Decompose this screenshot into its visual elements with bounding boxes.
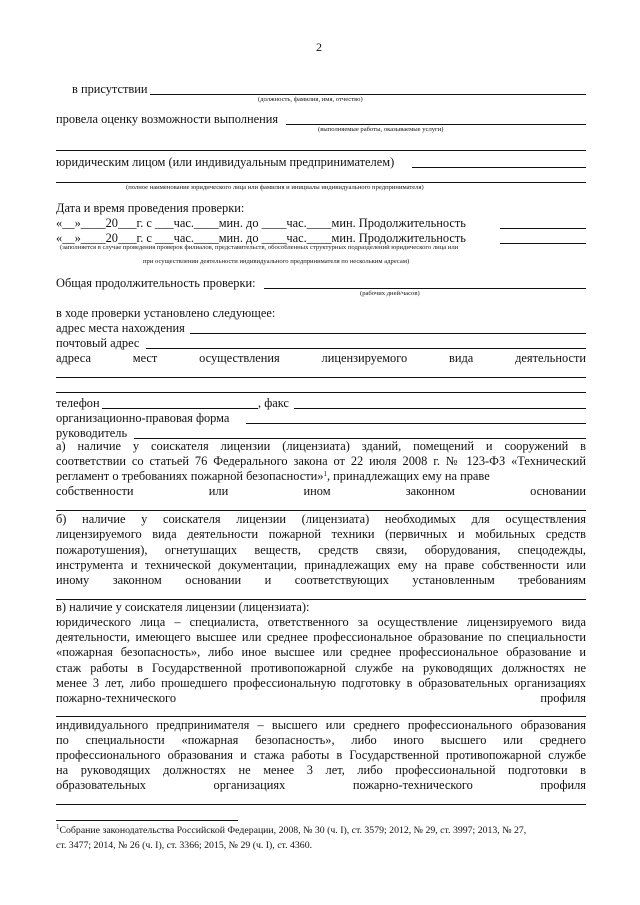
duration-line-2[interactable] (500, 243, 586, 244)
entity-caption: (полное наименование юридического лица или фамилия и инициалы индивидуального предпринимателя) (126, 184, 424, 191)
location-line[interactable] (190, 333, 586, 334)
dates-row-1: «__»____20___г. с ___час.____мин. до ____час.____мин. Продолжительность (56, 216, 466, 230)
activity-address-line-1[interactable] (56, 377, 586, 378)
footnote-line-2: ст. 3477; 2014, № 26 (ч. I), ст. 3366; 2015, № 29 (ч. I), ст. 4360. (56, 840, 313, 851)
section-b-line-1: б) наличие у соискателя лицензии (лицензиата) необходимых для осуществления (56, 512, 586, 526)
head-label: руководитель (56, 426, 128, 440)
section-b-line-4: инструмента и технической документации, принадлежащих ему на праве собственности или (56, 558, 586, 572)
activity-word: лицензируемого (321, 351, 408, 365)
postal-line[interactable] (146, 348, 586, 349)
total-caption: (рабочих дней/часов) (360, 290, 420, 297)
footnote-number: 1 (56, 823, 60, 831)
section-a-word: основании (530, 484, 586, 498)
presence-line[interactable] (150, 94, 586, 95)
section-v-ip-line-2: по специальности «пожарная безопасность», либо иного высшего или среднего (56, 733, 586, 747)
footnote-separator (56, 820, 238, 821)
section-v-legal-line-4: стаж работы в Государственной противопожарной службе на руководящих должностях не (56, 661, 586, 675)
presence-caption: (должность, фамилия, имя, отчество) (258, 96, 363, 103)
activity-word: вида (448, 351, 474, 365)
assessment-line-2[interactable] (56, 150, 586, 151)
section-a-answer-line[interactable] (56, 510, 586, 511)
section-v-legal-line-3: «пожарная безопасность», либо иное высшее или среднее профессиональное образование и (56, 645, 586, 659)
section-v-ip-answer-line[interactable] (56, 804, 586, 805)
presence-label: в присутствии (72, 82, 148, 96)
section-v-ip-line-4: на руководящих должностях не менее 3 лет, либо профессиональной подготовки в (56, 763, 586, 777)
total-label: Общая продолжительность проверки: (56, 276, 256, 290)
section-v-ip-line-3: профессионального образования и стажа работы в Государственной противопожарной службе (56, 748, 586, 762)
dates-caption-2: при осуществлении деятельности индивидуального предпринимателя по нескольким адресам) (143, 258, 410, 265)
section-a-line-3-tail: , принадлежащих ему на праве (326, 469, 490, 483)
section-v-legal-line-6 (56, 691, 586, 706)
footnote-marker: 1 (323, 470, 327, 478)
activity-word: мест (132, 351, 158, 365)
footnote-line-1 (56, 824, 526, 838)
section-v-legal-line-1: юридического лица – специалиста, ответственного за осуществление лицензируемого вида (56, 615, 586, 629)
section-v-legal-line-2: деятельности, имеющего высшее или среднее профессиональное образование по специальности (56, 630, 586, 644)
entity-line-2[interactable] (56, 182, 586, 183)
fax-line[interactable] (294, 408, 586, 409)
assessment-caption: (выполняемые работы, оказываемые услуги) (318, 126, 444, 133)
fax-label: , факс (258, 396, 289, 410)
phone-label: телефон (56, 396, 100, 410)
section-v-ip-line-5: образовательных организациях пожарно-технического профиля (56, 778, 586, 792)
dates-label: Дата и время проведения проверки: (56, 201, 245, 215)
activity-address-label (56, 351, 586, 366)
total-line[interactable] (264, 288, 586, 289)
duration-line-1[interactable] (500, 228, 586, 229)
section-v-ip-line-1: индивидуального предпринимателя – высшего или среднего профессионального образования (56, 718, 586, 732)
section-a-line-2: соответствии со статьей 76 Федерального закона от 22 июля 2008 г. № 123-ФЗ «Технический (56, 454, 586, 468)
section-a-line-3 (56, 469, 586, 484)
org-form-line[interactable] (246, 423, 586, 424)
section-b-line-3: пожаротушения), огнетушащих веществ, средств связи, оборудования, спецодежды, (56, 543, 586, 557)
section-a-word: или (208, 484, 229, 498)
section-a-line-4 (56, 484, 586, 499)
entity-line[interactable] (412, 167, 586, 168)
section-b-line-5: иному законном основании и соответствующих установленным требованиям (56, 573, 586, 587)
activity-word: осуществления (199, 351, 280, 365)
section-a-line-3-text: регламент о требованиях пожарной безопасности» (56, 469, 324, 483)
entity-label: юридическим лицом (или индивидуальным предпринимателем) (56, 155, 395, 169)
dates-row-2: «__»____20___г. с ___час.____мин. до ____час.____мин. Продолжительность (56, 231, 466, 245)
phone-line[interactable] (102, 408, 258, 409)
section-v-legal-line-5: менее 3 лет, либо прошедшего профессиональную подготовку в образовательных организациях (56, 676, 586, 690)
activity-word: адреса (56, 351, 91, 365)
location-label: адрес места нахождения (56, 321, 185, 335)
section-a-word: ином (303, 484, 331, 498)
activity-address-line-2[interactable] (56, 392, 586, 393)
footnote-text-1: Собрание законодательства Российской Федерации, 2008, № 30 (ч. I), ст. 3579; 2012, № 29, ст. 3997; 2013, № 27, (59, 825, 527, 836)
section-v-heading: в) наличие у соискателя лицензии (лицензиата): (56, 600, 310, 614)
assessment-line[interactable] (286, 124, 586, 125)
postal-label: почтовый адрес (56, 336, 140, 350)
section-v-legal-word: пожарно-технического (56, 691, 177, 705)
page-number: 2 (316, 40, 322, 54)
section-a-word: законном (405, 484, 455, 498)
section-a-word: собственности (56, 484, 134, 498)
section-v-legal-answer-line[interactable] (56, 716, 586, 717)
section-v-legal-tail: профиля (540, 691, 586, 705)
dates-caption-1: (заполняется в случае проведения проверок филиалов, представительств, обособленных структурных подразделений юридического лица или (60, 244, 459, 251)
org-form-label: организационно-правовая форма (56, 411, 230, 425)
activity-word: деятельности (515, 351, 586, 365)
findings-intro: в ходе проверки установлено следующее: (56, 306, 276, 320)
section-b-line-2: лицензируемого вида деятельности пожарной техники (первичных и мобильных средств (56, 527, 586, 541)
assessment-label: провела оценку возможности выполнения (56, 112, 279, 126)
section-a-line-1: а) наличие у соискателя лицензии (лицензиата) зданий, помещений и сооружений в (56, 439, 586, 453)
